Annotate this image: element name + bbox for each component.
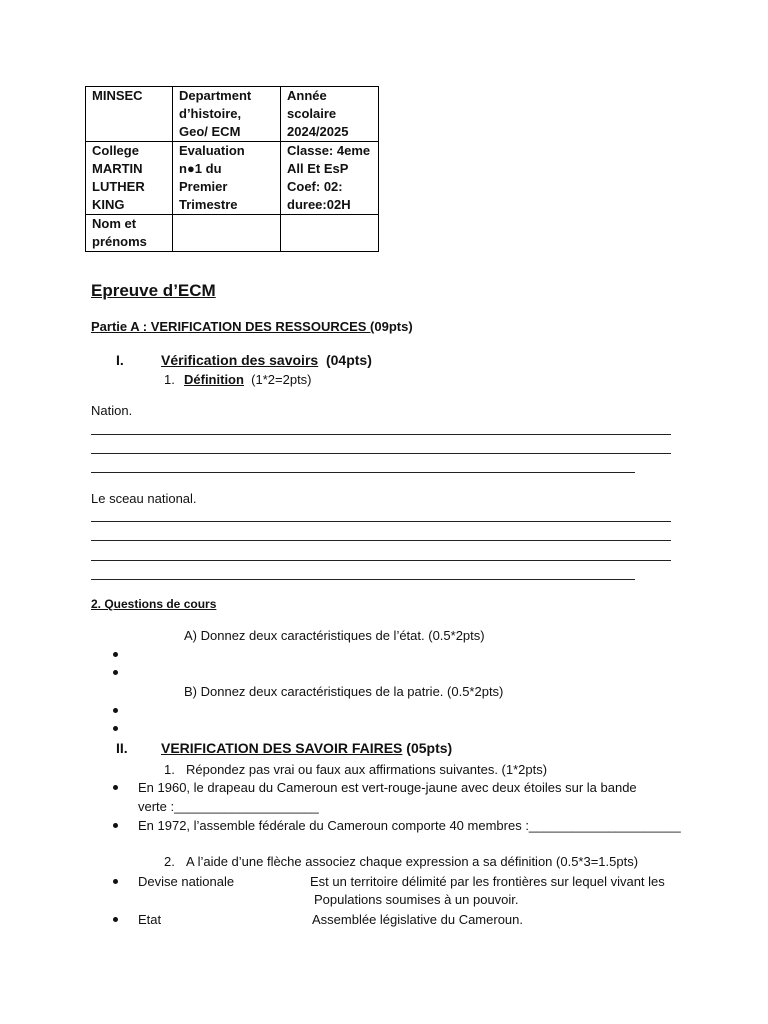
definition-term-nation: Nation. (91, 403, 133, 418)
definition-term-sceau: Le sceau national. (91, 491, 197, 506)
header-cell: Evaluation n●1 du Premier Trimestre (173, 142, 281, 215)
answer-line[interactable] (91, 560, 671, 561)
section1-points: (04pts) (325, 352, 372, 368)
s2q2-text: A l’aide d’une flèche associez chaque expression a sa définition (0.5*3=1.5pts) (186, 854, 639, 869)
answer-line[interactable] (91, 434, 671, 435)
answer-line[interactable] (91, 453, 671, 454)
header-table (85, 86, 379, 252)
matching-definition[interactable]: Est un territoire délimité par les frontières sur lequel vivant les (310, 874, 665, 889)
bullet-point (113, 917, 118, 922)
header-cell (281, 215, 379, 252)
matching-term[interactable]: Etat (138, 912, 162, 927)
partie-a-points: 09pts) (374, 319, 413, 334)
header-cell: Année scolaire 2024/2025 (281, 87, 379, 142)
statement-1-answer[interactable]: verte :____________________ (138, 799, 319, 814)
answer-line[interactable] (91, 579, 635, 580)
section1-heading (161, 352, 372, 368)
bullet-point (113, 670, 118, 675)
bullet-point (113, 879, 118, 884)
header-cell (173, 215, 281, 252)
section1-number: I. (116, 352, 124, 368)
sub1-label: Définition (184, 372, 244, 387)
header-cell: Department d’histoire, Geo/ ECM (173, 87, 281, 142)
bullet-point (113, 652, 118, 657)
matching-definition[interactable]: Assemblée législative du Cameroun. (312, 912, 523, 927)
bullet-point (113, 708, 118, 713)
section2-heading (161, 740, 452, 756)
section2-label: VERIFICATION DES SAVOIR FAIRES (161, 740, 403, 756)
matching-definition-cont: Populations soumises à un pouvoir. (314, 892, 519, 907)
question-2b: B) Donnez deux caractéristiques de la patrie. (0.5*2pts) (184, 684, 504, 699)
matching-term[interactable]: Devise nationale (138, 874, 235, 889)
s2q1-text: Répondez pas vrai ou faux aux affirmations suivantes. (1*2pts) (186, 762, 548, 777)
section2-points: (05pts) (406, 740, 453, 756)
header-cell: Nom et prénoms (86, 215, 173, 252)
answer-line[interactable] (91, 540, 671, 541)
bullet-point (113, 726, 118, 731)
exam-title: Epreuve d’ECM (91, 281, 216, 300)
answer-line[interactable] (91, 521, 671, 522)
questions-heading: 2. Questions de cours (91, 597, 217, 611)
bullet-point (113, 823, 118, 828)
sub1-heading (184, 372, 312, 387)
statement-2[interactable]: En 1972, l’assemble fédérale du Cameroun comporte 40 membres :_____________________ (138, 818, 681, 833)
bullet-point (113, 785, 118, 790)
section1-label: Vérification des savoirs (161, 352, 319, 368)
header-cell: MINSEC (86, 87, 173, 142)
partie-a-label: Partie A : VERIFICATION DES RESSOURCES ( (91, 319, 375, 334)
header-cell: College MARTIN LUTHER KING (86, 142, 173, 215)
question-2a: A) Donnez deux caractéristiques de l’état. (0.5*2pts) (184, 628, 485, 643)
header-cell: Classe: 4eme All Et EsP Coef: 02: duree:02H (281, 142, 379, 215)
statement-1: En 1960, le drapeau du Cameroun est vert-rouge-jaune avec deux étoiles sur la bande (138, 780, 637, 795)
section2-number: II. (116, 740, 128, 756)
sub1-points: (1*2=2pts) (251, 372, 312, 387)
partie-a-heading (91, 319, 413, 334)
s2q1-number: 1. (164, 762, 175, 777)
sub1-number: 1. (164, 372, 175, 387)
answer-line[interactable] (91, 472, 635, 473)
s2q2-number: 2. (164, 854, 175, 869)
